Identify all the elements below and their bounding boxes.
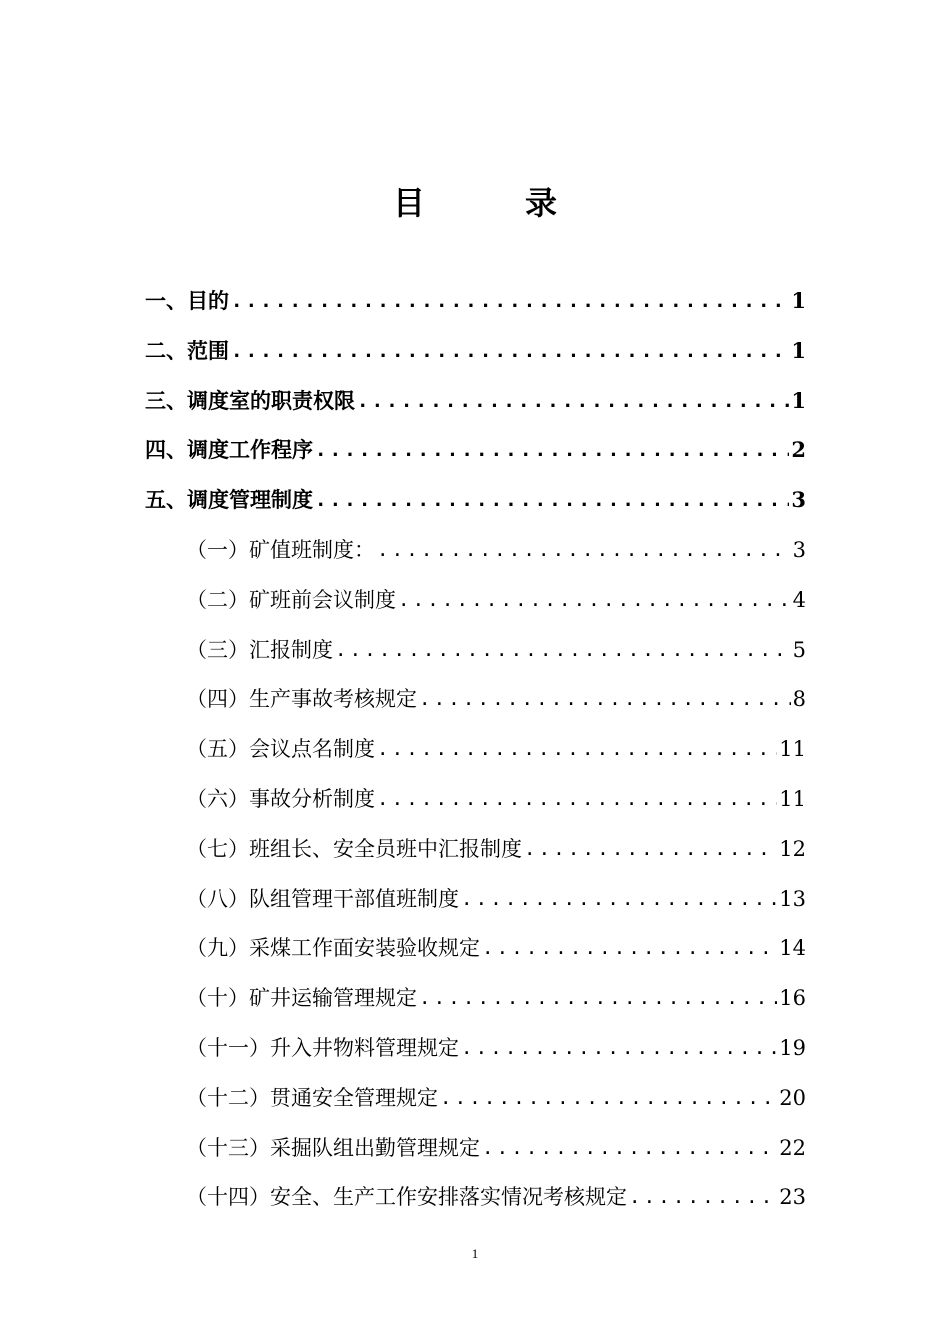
toc-dot-leader bbox=[313, 475, 789, 525]
toc-entry-title: 四、调度工作程序 bbox=[145, 437, 313, 463]
toc-entry[interactable] bbox=[145, 475, 806, 525]
toc-dot-leader bbox=[229, 326, 789, 376]
toc-entry-title: （十四）安全、生产工作安排落实情况考核规定 bbox=[186, 1185, 627, 1210]
toc-entry[interactable] bbox=[186, 575, 806, 625]
toc-entry-title: （一）矿值班制度： bbox=[186, 538, 375, 562]
toc-dot-leader bbox=[417, 973, 777, 1023]
toc-entry-title: （十三）采掘队组出勤管理规定 bbox=[186, 1135, 480, 1160]
toc-entry-title: 二、范围 bbox=[145, 337, 229, 363]
toc-entry-page: 1 bbox=[791, 337, 806, 363]
toc-entry-title: （九）采煤工作面安装验收规定 bbox=[186, 936, 480, 961]
toc-entry-title: （二）矿班前会议制度 bbox=[186, 587, 396, 612]
toc-entry[interactable] bbox=[186, 1172, 806, 1222]
toc-dot-leader bbox=[522, 824, 777, 874]
toc-entry[interactable] bbox=[186, 1023, 806, 1073]
toc-entry[interactable] bbox=[186, 874, 806, 924]
toc-dot-leader bbox=[627, 1172, 777, 1222]
toc-entry-title: 三、调度室的职责权限 bbox=[145, 387, 355, 413]
page-number: 1 bbox=[471, 1246, 479, 1261]
toc-entry-page: 22 bbox=[779, 1135, 806, 1160]
toc-dot-leader bbox=[459, 1023, 777, 1073]
toc-dot-leader bbox=[355, 376, 789, 426]
toc-entry[interactable] bbox=[186, 824, 806, 874]
toc-entry-page: 11 bbox=[779, 787, 806, 811]
toc-entry-page: 3 bbox=[792, 538, 806, 562]
toc-entry[interactable] bbox=[186, 674, 806, 724]
toc-dot-leader bbox=[417, 674, 791, 724]
toc-entry[interactable] bbox=[145, 326, 806, 376]
toc-entry-title: （八）队组管理干部值班制度 bbox=[186, 886, 459, 911]
toc-entry-title: （十一）升入井物料管理规定 bbox=[186, 1036, 459, 1060]
toc-entry-page: 11 bbox=[779, 737, 806, 762]
toc-entry-page: 2 bbox=[791, 437, 806, 463]
toc-entry-page: 12 bbox=[779, 836, 806, 861]
toc-dot-leader bbox=[229, 276, 789, 326]
toc-entry[interactable] bbox=[186, 525, 806, 575]
toc-dot-leader bbox=[459, 874, 777, 924]
toc-entry-page: 1 bbox=[791, 387, 806, 413]
toc-entry-title: （四）生产事故考核规定 bbox=[186, 687, 417, 712]
toc-entry-page: 14 bbox=[779, 936, 806, 961]
toc-entry-page: 13 bbox=[779, 886, 806, 911]
toc-dot-leader bbox=[480, 923, 777, 973]
toc-entry-page: 23 bbox=[779, 1185, 806, 1210]
toc-entry-page: 4 bbox=[792, 587, 806, 612]
toc-entry-title: （五）会议点名制度 bbox=[186, 737, 375, 762]
toc-entry-title: （十）矿井运输管理规定 bbox=[186, 986, 417, 1011]
toc-entry-page: 16 bbox=[779, 986, 806, 1011]
toc-dot-leader bbox=[396, 575, 791, 625]
toc-entry-title: （七）班组长、安全员班中汇报制度 bbox=[186, 836, 522, 861]
toc-entry-page: 20 bbox=[779, 1085, 806, 1110]
toc-dot-leader bbox=[375, 525, 791, 575]
toc-entry[interactable] bbox=[145, 276, 806, 326]
toc-entry[interactable] bbox=[186, 774, 806, 824]
toc-entry[interactable] bbox=[186, 923, 806, 973]
toc-dot-leader bbox=[333, 625, 791, 675]
toc-entry[interactable] bbox=[186, 1123, 806, 1173]
toc-entry-title: （十二）贯通安全管理规定 bbox=[186, 1085, 438, 1110]
toc-entry-title: 五、调度管理制度 bbox=[145, 487, 313, 513]
toc-entry[interactable] bbox=[186, 973, 806, 1023]
toc-entry-page: 3 bbox=[791, 487, 806, 513]
toc-entry-title: 一、目的 bbox=[145, 288, 229, 313]
toc-dot-leader bbox=[480, 1123, 777, 1173]
toc-entry-title: （六）事故分析制度 bbox=[186, 787, 375, 811]
toc-entry[interactable] bbox=[186, 724, 806, 774]
toc-entry-title: （三）汇报制度 bbox=[186, 637, 333, 662]
toc-entry[interactable] bbox=[145, 376, 806, 426]
toc-dot-leader bbox=[375, 724, 777, 774]
toc-dot-leader bbox=[375, 774, 777, 824]
toc-entry[interactable] bbox=[186, 625, 806, 675]
page-title: 目 录 bbox=[392, 184, 591, 222]
toc-dot-leader bbox=[438, 1073, 777, 1123]
toc-entry-page: 8 bbox=[792, 687, 806, 712]
toc-entry-page: 1 bbox=[791, 288, 806, 313]
toc-entry[interactable] bbox=[145, 425, 806, 475]
toc-dot-leader bbox=[313, 425, 789, 475]
toc-entry-page: 5 bbox=[792, 637, 806, 662]
toc-entry-page: 19 bbox=[779, 1036, 806, 1060]
toc-entry[interactable] bbox=[186, 1073, 806, 1123]
